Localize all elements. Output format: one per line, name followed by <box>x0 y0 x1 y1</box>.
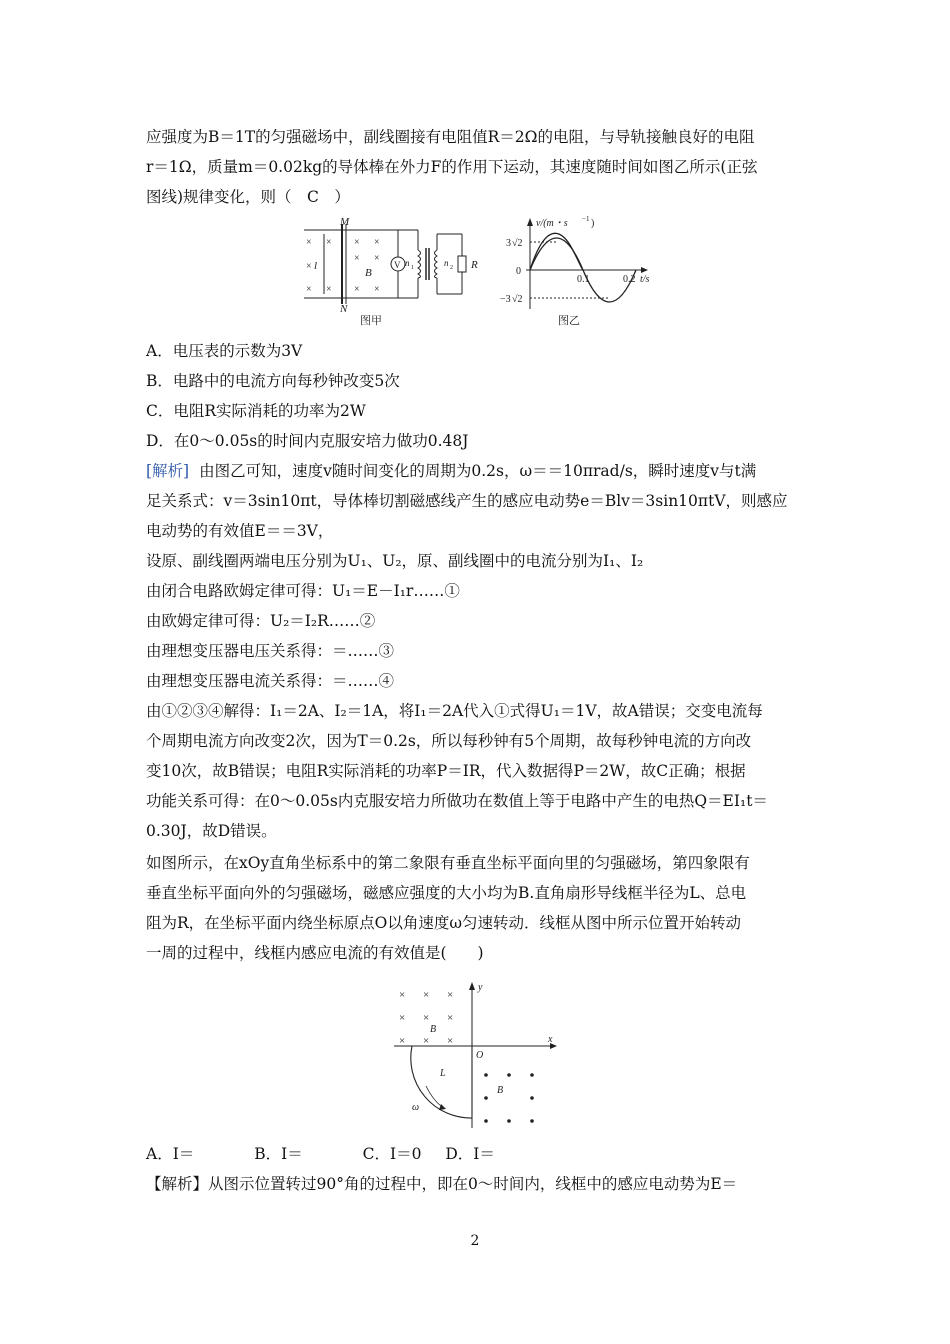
svg-text:y: y <box>478 982 483 993</box>
text-line: 足关系式：v＝3sin10πt，导体棒切割磁感线产生的感应电动势e＝Blv＝3sin10πtV，则感应 <box>146 492 788 510</box>
text-line: 个周期电流方向改变2次，因为T＝0.2s，所以每秒钟有5个周期，故每秒钟电流的方向改 <box>146 732 752 750</box>
svg-text:ω: ω <box>412 1102 420 1113</box>
svg-text:B: B <box>365 267 372 279</box>
figure-sector-frame <box>386 978 566 1136</box>
option2-a: A．I＝ <box>146 1145 195 1163</box>
text-line: 阻为R，在坐标平面内绕坐标原点O以角速度ω匀速转动．线框从图中所示位置开始转动 <box>146 914 742 932</box>
figure-jia-labels <box>306 216 478 327</box>
text-line: 由欧姆定律可得：U₂＝I₂R……② <box>146 612 376 630</box>
text-line: 由理想变压器电压关系得：＝……③ <box>146 642 395 660</box>
svg-text:): ) <box>591 218 595 229</box>
svg-text:√2: √2 <box>512 294 523 305</box>
svg-text:×: × <box>306 237 312 248</box>
svg-text:×: × <box>399 989 406 1001</box>
svg-text:x: x <box>548 1034 553 1045</box>
svg-text:M: M <box>340 216 350 228</box>
analysis-tag: [解析] <box>146 462 190 480</box>
svg-text:V: V <box>394 260 401 270</box>
svg-text:√2: √2 <box>512 238 523 249</box>
svg-text:×: × <box>354 284 360 295</box>
text-line: 功能关系可得：在0～0.05s内克服安培力所做功在数值上等于电路中产生的电热Q＝EI₁t＝ <box>146 792 768 810</box>
text-line: 由理想变压器电流关系得：＝……④ <box>146 672 395 690</box>
svg-text:×: × <box>447 989 454 1001</box>
svg-text:图甲: 图甲 <box>360 315 382 327</box>
svg-text:0.1: 0.1 <box>577 274 590 285</box>
analysis-line-2: 【解析】从图示位置转过90°角的过程中，即在0～时间内，线框中的感应电动势为E＝ <box>146 1175 738 1193</box>
svg-text:×: × <box>399 1035 406 1047</box>
svg-text:l: l <box>314 260 318 272</box>
option-b: B．电路中的电流方向每秒钟改变5次 <box>146 372 400 390</box>
svg-text:×: × <box>423 1035 430 1047</box>
option2-b: B．I＝ <box>254 1145 303 1163</box>
option-d: D．在0～0.05s的时间内克服安培力做功0.48J <box>146 432 469 450</box>
svg-text:0: 0 <box>516 266 521 277</box>
option-a: A．电压表的示数为3V <box>146 342 303 360</box>
svg-text:×: × <box>354 237 360 248</box>
svg-text:v/(m・s: v/(m・s <box>536 218 568 229</box>
svg-text:×: × <box>374 253 380 264</box>
svg-text:图乙: 图乙 <box>558 315 580 327</box>
text-line: 电动势的有效值E＝＝3V， <box>146 522 334 540</box>
svg-text:×: × <box>306 261 312 272</box>
svg-text:×: × <box>423 1012 430 1024</box>
svg-text:n: n <box>405 258 410 268</box>
svg-text:1: 1 <box>411 265 414 271</box>
svg-text:n: n <box>444 258 449 268</box>
figures-jia-yi <box>290 214 670 334</box>
svg-text:−1: −1 <box>582 215 590 223</box>
option2-d: D．I＝ <box>445 1145 495 1163</box>
svg-text:×: × <box>374 284 380 295</box>
svg-text:N: N <box>340 303 348 315</box>
analysis-line: [解析] 由图乙可知，速度v随时间变化的周期为0.2s，ω＝＝10πrad/s，瞬时速度v与t满 <box>146 462 757 480</box>
option-c: C．电阻R实际消耗的功率为2W <box>146 402 366 420</box>
svg-text:3: 3 <box>506 238 511 249</box>
svg-text:×: × <box>399 1012 406 1024</box>
svg-text:×: × <box>326 237 332 248</box>
svg-text:2: 2 <box>450 265 453 271</box>
text-line: 设原、副线圈两端电压分别为U₁、U₂，原、副线圈中的电流分别为I₁、I₂ <box>146 552 644 570</box>
text-line: r＝1Ω，质量m＝0.02kg的导体棒在外力F的作用下运动，其速度随时间如图乙所示(正弦 <box>146 158 758 176</box>
figure-yi <box>526 218 648 309</box>
text-line: 垂直坐标平面向外的匀强磁场，磁感应强度的大小均为B.直角扇形导线框半径为L、总电 <box>146 884 747 902</box>
options-row <box>146 1142 495 1166</box>
analysis-tag-2: 【解析】 <box>146 1175 209 1193</box>
text-line: 一周的过程中，线框内感应电流的有效值是( ) <box>146 944 484 962</box>
svg-text:×: × <box>306 284 312 295</box>
svg-text:t/s: t/s <box>640 274 650 285</box>
svg-text:−3: −3 <box>500 294 511 305</box>
svg-text:×: × <box>326 284 332 295</box>
svg-text:R: R <box>471 259 478 271</box>
text-line: 变10次，故B错误；电阻R实际消耗的功率P＝IR，代入数据得P＝2W，故C正确；根据 <box>146 762 746 780</box>
text-line: 应强度为B＝1T的匀强磁场中，副线圈接有电阻值R＝2Ω的电阻，与导轨接触良好的电阻 <box>146 128 755 146</box>
svg-text:×: × <box>447 1012 454 1024</box>
svg-text:×: × <box>423 989 430 1001</box>
svg-text:B: B <box>430 1024 437 1035</box>
option2-c: C．I＝0 <box>362 1145 422 1163</box>
page-number: 2 <box>470 1233 480 1249</box>
svg-text:0.2: 0.2 <box>623 274 636 285</box>
svg-text:B: B <box>497 1085 504 1096</box>
svg-text:L: L <box>440 1068 446 1079</box>
text-line: 如图所示，在xOy直角坐标系中的第二象限有垂直坐标平面向里的匀强磁场，第四象限有 <box>146 854 750 872</box>
svg-text:O: O <box>476 1050 484 1061</box>
svg-text:×: × <box>447 1035 454 1047</box>
figure-yi-labels <box>500 215 650 327</box>
text-line: 图线)规律变化，则（ C ） <box>146 188 350 206</box>
svg-text:×: × <box>354 253 360 264</box>
text-line: 0.30J，故D错误。 <box>146 822 277 840</box>
text-line: 由闭合电路欧姆定律可得：U₁＝E－I₁r……① <box>146 582 460 600</box>
text-line: 由①②③④解得：I₁＝2A、I₂＝1A，将I₁＝2A代入①式得U₁＝1V，故A错误；交变电流每 <box>146 702 763 720</box>
svg-text:×: × <box>374 237 380 248</box>
